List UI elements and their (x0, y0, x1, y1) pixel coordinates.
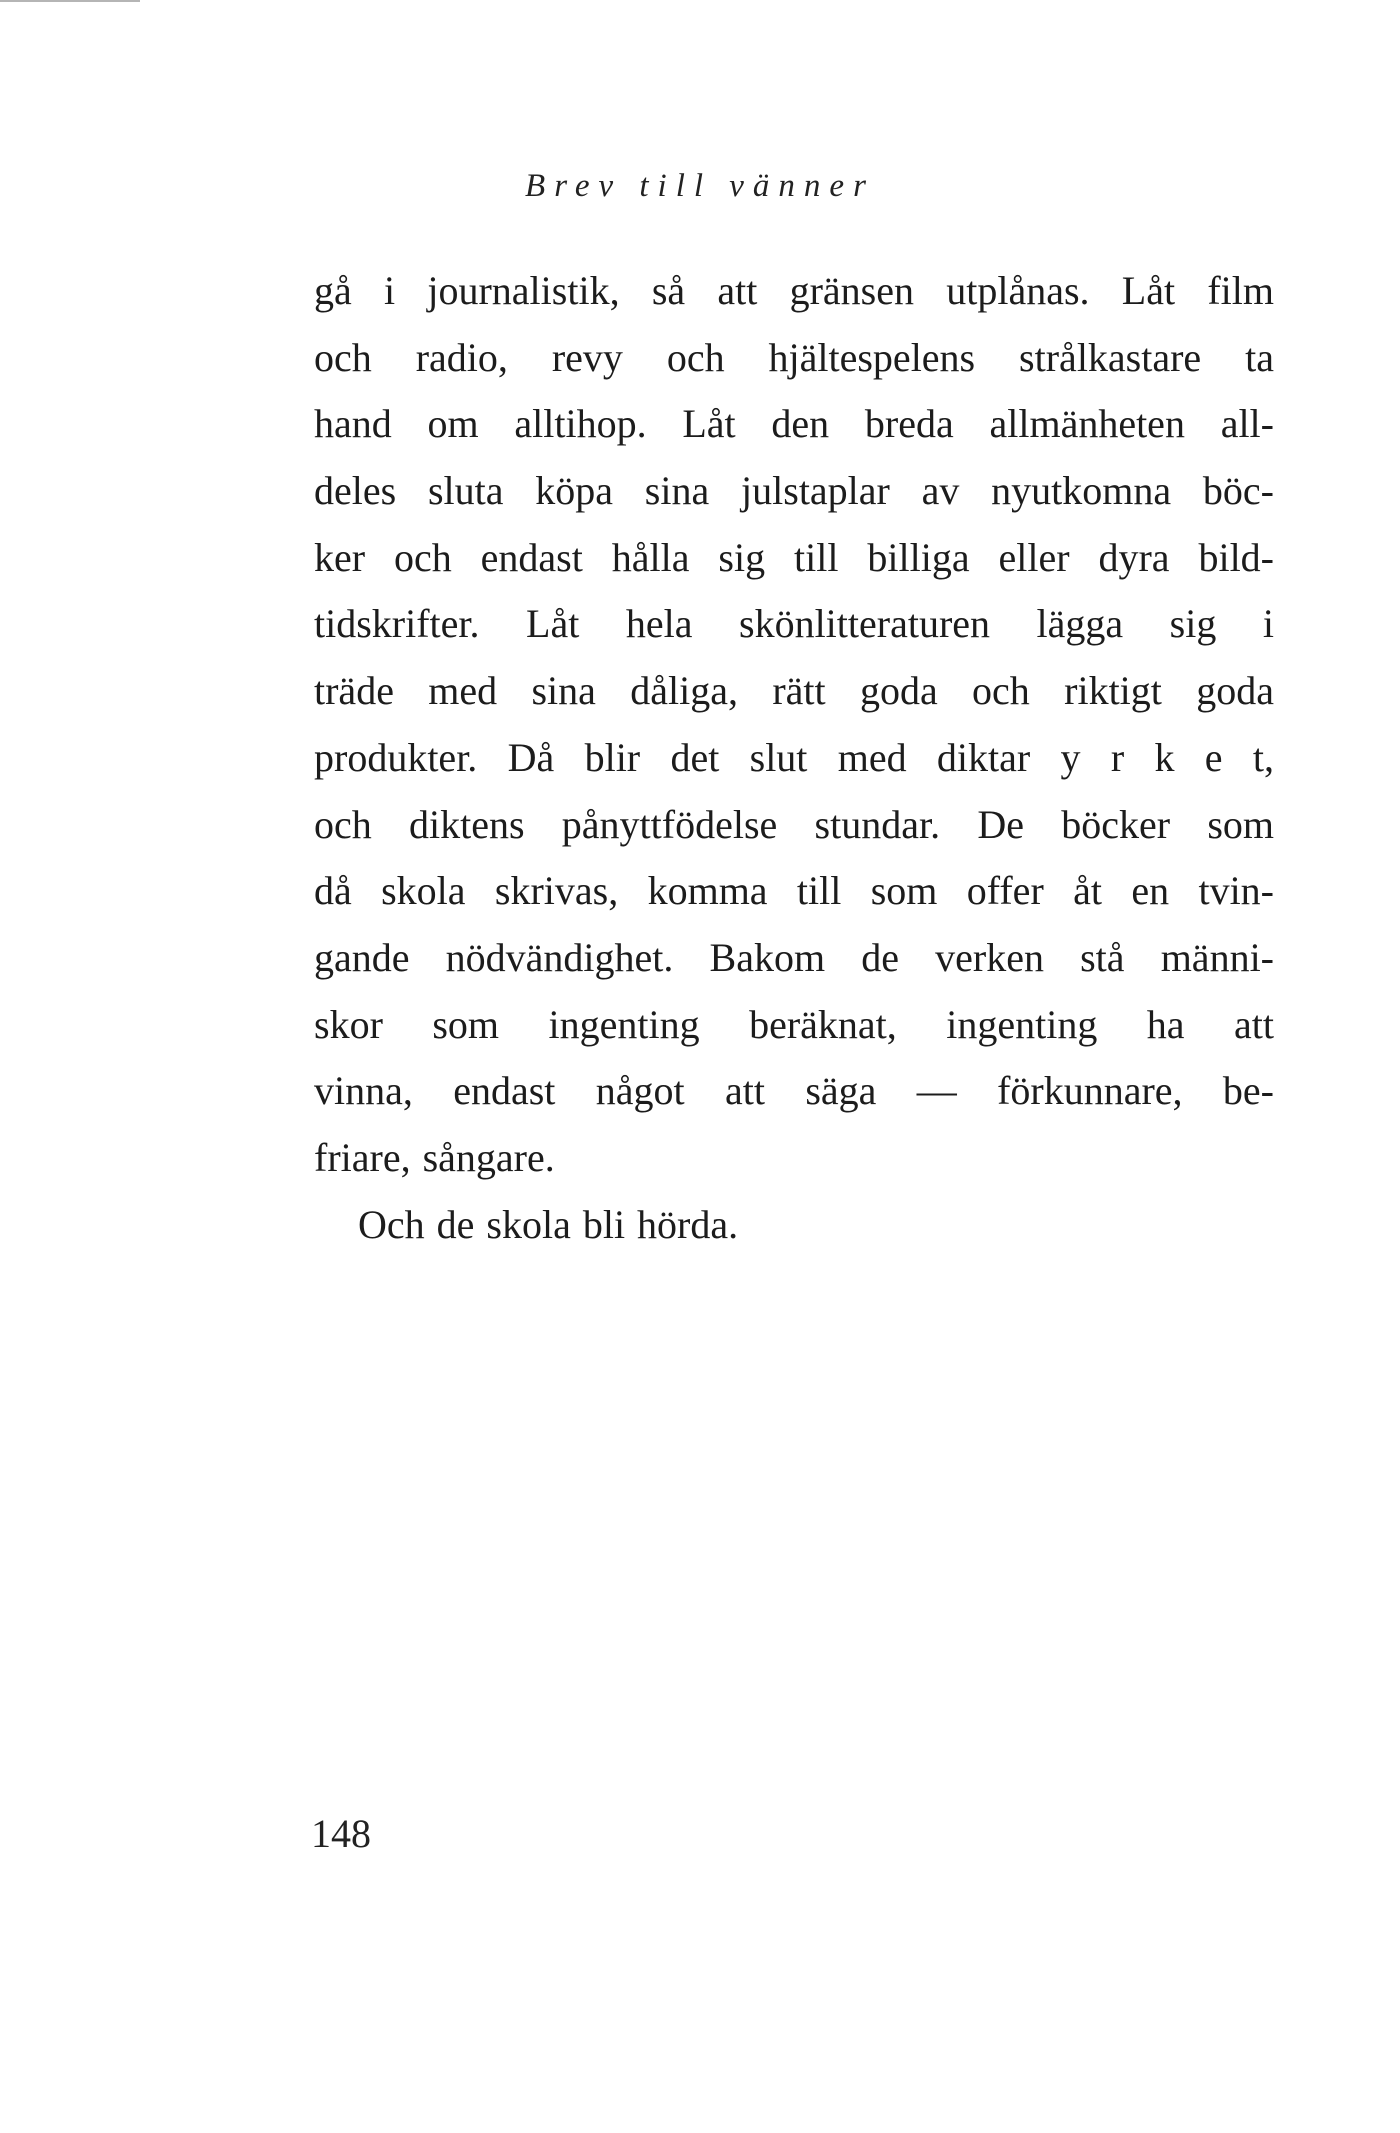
text-line: deles sluta köpa sina julstaplar av nyutkomna böc- (314, 468, 1274, 514)
text-line: ker och endast hålla sig till billiga eller dyra bild- (314, 534, 1274, 580)
text-line: friare, sångare. (314, 1134, 555, 1180)
text-line: produkter. Då blir det slut med diktar y r k e t, (314, 734, 1274, 780)
text-line: gande nödvändighet. Bakom de verken stå männi- (314, 934, 1274, 980)
text-line: och diktens pånyttfödelse stundar. De böcker som (314, 801, 1274, 847)
text-line: och radio, revy och hjältespelens strålkastare ta (314, 334, 1274, 380)
text-line: träde med sina dåliga, rätt goda och riktigt goda (314, 668, 1274, 714)
body-text (314, 258, 1274, 1258)
scan-edge-rule (0, 0, 140, 2)
running-head: Brev till vänner (525, 168, 875, 204)
text-line: vinna, endast något att säga — förkunnare, be- (314, 1068, 1274, 1114)
text-line: då skola skrivas, komma till som offer åt en tvin- (314, 868, 1274, 914)
page-number: 148 (311, 1811, 371, 1856)
text-line: tidskrifter. Låt hela skönlitteraturen lägga sig i (314, 601, 1274, 647)
text-line: hand om alltihop. Låt den breda allmänheten all- (314, 401, 1274, 447)
closing-line: Och de skola bli hörda. (358, 1201, 739, 1247)
text-line: gå i journalistik, så att gränsen utplånas. Låt film (314, 268, 1274, 313)
text-line: skor som ingenting beräknat, ingenting ha att (314, 1001, 1274, 1047)
